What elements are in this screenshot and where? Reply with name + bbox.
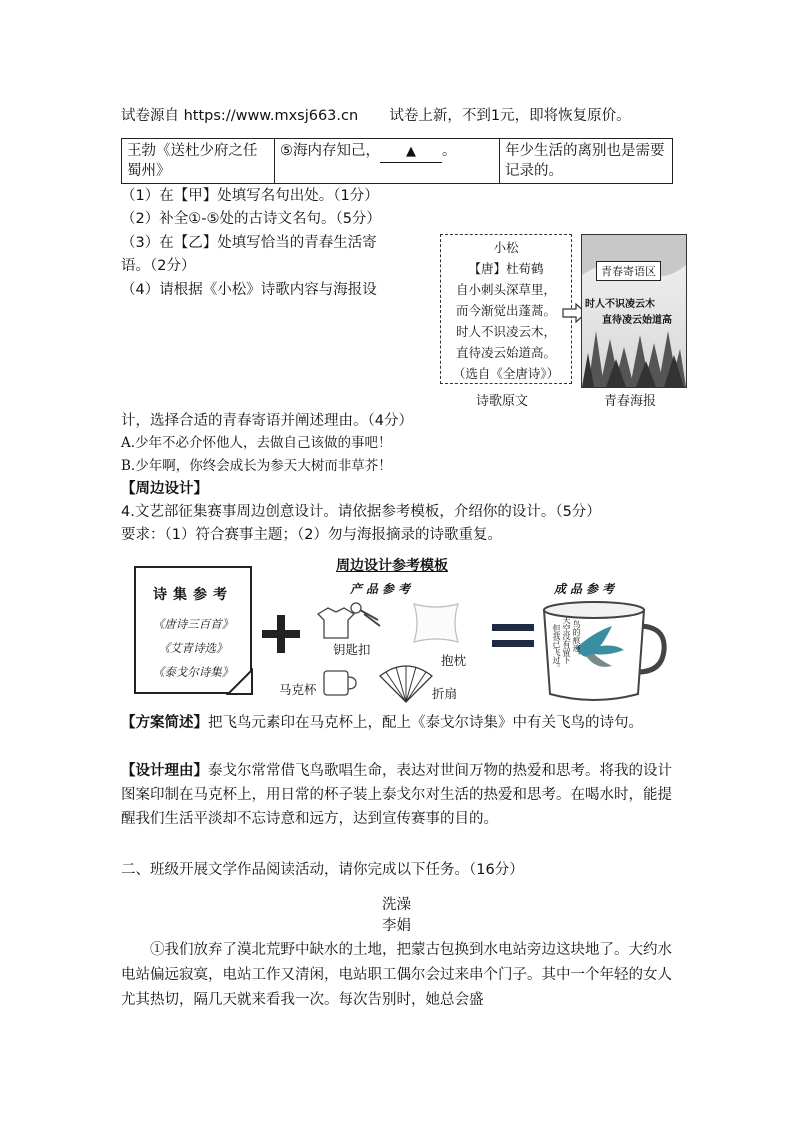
source-prefix: 试卷源自 [121, 108, 179, 124]
product-fan-label: 折扇 [432, 686, 458, 701]
poster-line-1: 时人不识凌云木 [585, 299, 655, 310]
book-item: 《艾青诗选》 [158, 641, 228, 655]
youth-poster [581, 234, 687, 388]
verse-suffix: 。 [442, 143, 457, 159]
question-3-line2: 语。（2分） [121, 258, 196, 274]
keychain-icon [314, 598, 384, 642]
table-cell-note: 年少生活的离别也是需要记录的。 [500, 139, 673, 184]
book-item: 《泰戈尔诗集》 [152, 665, 234, 679]
source-line [121, 106, 631, 126]
page-curl-icon [226, 668, 254, 696]
option-a: A.少年不必介怀他人，去做自己该做的事吧！ [121, 435, 392, 451]
pillow-icon [410, 600, 462, 646]
mug-poem-2: 鸟的痕迹， [572, 620, 581, 660]
mug-poem-1: 天空没有留下 [562, 616, 571, 664]
product-heading: 产品参考 [350, 582, 415, 596]
source-note: 试卷上新，不到1元，即将恢复原价。 [389, 108, 631, 124]
product-mug-label: 马克杯 [279, 682, 317, 697]
result-heading: 成品参考 [554, 582, 619, 596]
poem-line: 直待凌云始道高。 [455, 345, 556, 360]
option-b: B.少年啊，你终会成长为参天大树而非草芥！ [121, 458, 392, 474]
poem-caption: 诗歌原文 [476, 394, 529, 409]
poster-badge: 青春寄语区 [596, 261, 661, 281]
book-item: 《唐诗三百首》 [152, 617, 234, 631]
plan-reason-text: 泰戈尔常常借飞鸟歌唱生命，表达对世间万物的热爱和思考。将我的设计图案印制在马克杯上，用日常的杯子装上泰戈尔对生活的热爱和思考。在喝水时，能提醒我们生活平淡却不忘诗意和远方，达到宣传赛事的目的。 [121, 763, 672, 827]
question-3-line1: （3）在【乙】处填写恰当的青春生活寄 [121, 235, 377, 251]
answer-blank[interactable]: ▲ [380, 142, 442, 163]
article-paragraph-1: ①我们放弃了漠北荒野中缺水的土地，把蒙古包换到水电站旁边这块地了。大约水电站偏远寂寞，电站工作又清闲，电站职工偶尔会过来串个门子。其中一个年轻的女人尤其热切，隔几天就来看我一次。每次告别时，她总会盛 [121, 942, 672, 1008]
verse-prefix: ⑤海内存知己， [280, 143, 380, 159]
table-row [122, 139, 673, 184]
poem-line: 自小刺头深草里， [455, 282, 556, 297]
table-cell-verse [275, 139, 500, 184]
product-pillow-label: 抱枕 [441, 653, 467, 668]
poem-box [440, 234, 572, 384]
question-4-line2: 计，选择合适的青春寄语并阐述理由。（4分） [121, 413, 413, 429]
plan-reason-label: 【设计理由】 [121, 763, 208, 779]
design-task: 4.文艺部征集赛事周边创意设计。请依据参考模板，介绍你的设计。（5分） [121, 504, 601, 520]
poem-source: （选自《全唐诗》） [452, 366, 560, 381]
question-1: （1）在【甲】处填写名句出处。（1分） [121, 188, 379, 204]
plan-summary [121, 711, 673, 735]
plan-reason [121, 759, 673, 831]
design-requirement: 要求：（1）符合赛事主题；（2）勿与海报摘录的诗歌重复。 [121, 527, 502, 543]
book-heading: 诗集参考 [153, 587, 233, 603]
poster-line-2: 直待凌云始道高 [602, 315, 672, 326]
plan-summary-text: 把飞鸟元素印在马克杯上，配上《泰戈尔诗集》中有关飞鸟的诗句。 [208, 715, 643, 731]
poem-title: 小松 [493, 240, 519, 255]
template-title: 周边设计参考模板 [336, 558, 448, 574]
poem-table [121, 138, 673, 184]
article-title: 洗澡 [382, 897, 411, 913]
fan-icon [378, 662, 434, 704]
question-4-line1: （4）请根据《小松》诗歌内容与海报设 [121, 282, 377, 298]
poem-author: 【唐】杜荀鹤 [468, 261, 544, 276]
table-cell-source: 王勃《送杜少府之任蜀州》 [122, 139, 275, 184]
poem-line: 而今渐觉出蓬蒿。 [455, 303, 556, 318]
equals-icon [492, 624, 534, 631]
plan-summary-label: 【方案简述】 [121, 715, 208, 731]
mug-icon [322, 668, 358, 698]
mug-poem-3: 但我已飞过。 [552, 624, 561, 672]
article-author: 李娟 [382, 918, 411, 934]
question-2: （2）补全①-⑤处的古诗文名句。（5分） [121, 211, 381, 227]
design-section-title: 【周边设计】 [121, 481, 208, 497]
source-url[interactable]: https://www.mxsj663.cn [183, 108, 359, 124]
part2-heading: 二、班级开展文学作品阅读活动，请你完成以下任务。（16分） [121, 862, 524, 878]
poem-line: 时人不识凌云木， [455, 324, 556, 339]
poster-caption: 青春海报 [604, 394, 657, 409]
product-keychain-label: 钥匙扣 [333, 642, 371, 657]
